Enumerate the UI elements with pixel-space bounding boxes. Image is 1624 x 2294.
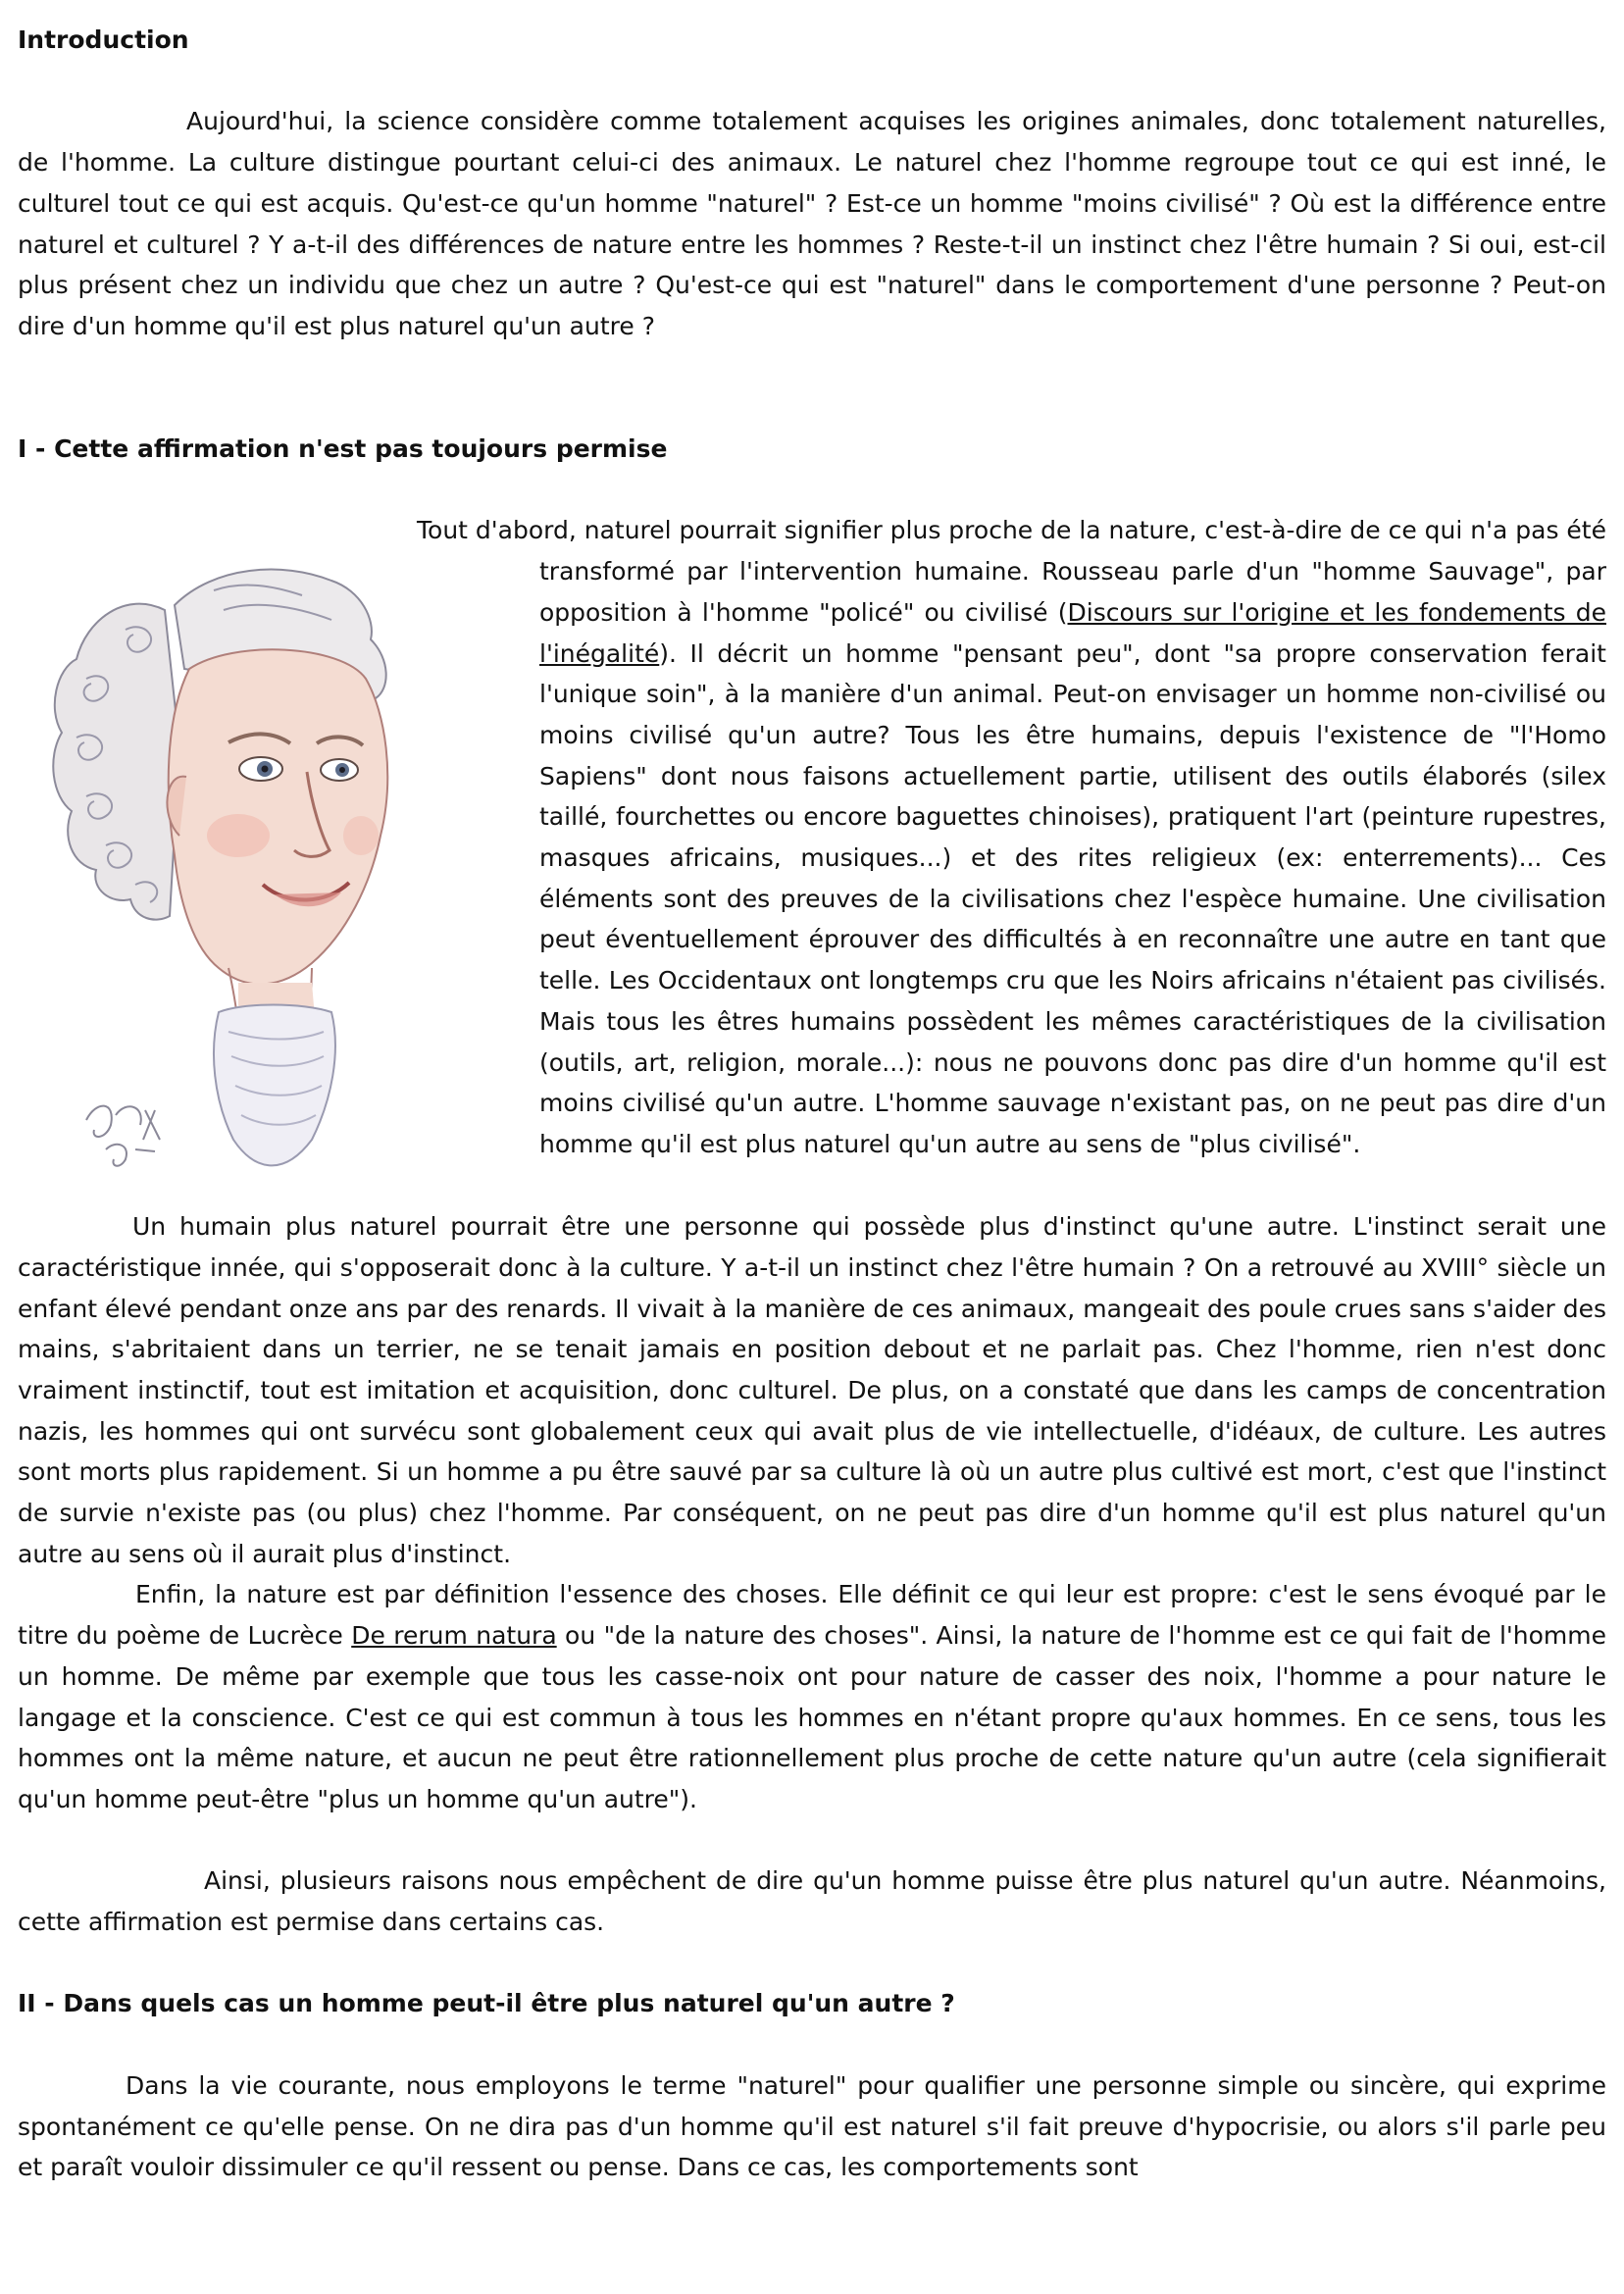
section1-p1-first-line: Tout d'abord, naturel pourrait signifier plus proche de la nature, c'est-à-dire de ce qui n'a pas été bbox=[417, 516, 1606, 545]
section1-p1-before-title: transformé par l'intervention humaine. Rousseau parle d'un "homme Sauvage", par opposition à l'homme "policé" ou civilisé ( bbox=[539, 557, 1606, 627]
rousseau-caricature-image bbox=[18, 551, 528, 1206]
section1-p1-book-title: Discours sur l'origine et les fondements de l'inégalité bbox=[539, 597, 1606, 668]
portrait-block bbox=[18, 510, 1606, 1206]
document-page bbox=[18, 20, 1606, 2188]
section1-conclusion: Ainsi, plusieurs raisons nous empêchent de dire qu'un homme puisse être plus naturel qu'un autre. Néanmoins, cette affirmation est permise dans certains cas. bbox=[18, 1866, 1606, 1937]
intro-heading: Introduction bbox=[18, 25, 189, 54]
section1-p1-body bbox=[539, 551, 1606, 1165]
section1-heading: I - Cette affirmation n'est pas toujours permise bbox=[18, 434, 668, 463]
caricature-drawing bbox=[18, 551, 528, 1206]
section1-p3-after-title: ou "de la nature des choses". Ainsi, la nature de l'homme est ce qui fait de l'homme un homme. De même par exemple que tous les casse-noix ont pour nature de casser des noix, l'homme a pour nature le langage et la conscience. C'est ce qui est commun à tous les hommes en n'étant propre qu'aux hommes. En ce sens, tous les hommes ont la même nature, et aucun ne peut être rationnellement plus proche de cette nature qu'un autre (cela signifierait qu'un homme peut-être "plus un homme qu'un autre"). bbox=[18, 1621, 1606, 1813]
section2-p1: Dans la vie courante, nous employons le terme "naturel" pour qualifier une personne simple ou sincère, qui exprime spontanément ce qu'elle pense. On ne dira pas d'un homme qu'il est naturel s'il fait preuve d'hypocrisie, ou alors s'il parle peu et paraît vouloir dissimuler ce qu'il ressent ou pense. Dans ce cas, les comportements sont bbox=[18, 2070, 1606, 2182]
intro-paragraph: Aujourd'hui, la science considère comme totalement acquises les origines animales, donc totalement naturelles, de l'homme. La culture distingue pourtant celui-ci des animaux. Le naturel chez l'homme regroupe tout ce qui est inné, le culturel tout ce qui est acquis. Qu'est-ce qu'un homme "naturel" ? Est-ce un homme "moins civilisé" ? Où est la différence entre naturel et culturel ? Y a-t-il des différences de nature entre les hommes ? Reste-t-il un instinct chez l'être humain ? Si oui, est-cil plus présent chez un individu que chez un autre ? Qu'est-ce qui est "naturel" dans le comportement d'une personne ? Peut-on dire d'un homme qu'il est plus naturel qu'un autre ? bbox=[18, 107, 1606, 340]
section1-p3-poem-title: De rerum natura bbox=[351, 1621, 557, 1651]
section2-heading: II - Dans quels cas un homme peut-il être plus naturel qu'un autre ? bbox=[18, 1989, 955, 2018]
section1-p1-after-title: ). Il décrit un homme "pensant peu", dont "sa propre conservation ferait l'unique soin", à la manière d'un animal. Peut-on envisager un homme non-civilisé ou moins civilisé qu'un autre? Tous les être humains, depuis l'existence de "l'Homo Sapiens" dont nous faisons actuellement partie, utilisent des outils élaborés (silex taillé, fourchettes ou encore baguettes chinoises), pratiquent l'art (peinture rupestres, masques africains, musiques...) et des rites religieux (ex: enterrements)... Ces éléments sont des preuves de la civilisations chez l'espèce humaine. Une civilisation peut éventuellement éprouver des difficultés à en reconnaître une autre en tant que telle. Les Occidentaux ont longtemps cru que les Noirs africains n'étaient pas civilisés. Mais tous les êtres humains possèdent les mêmes caractéristiques de la civilisation (outils, art, religion, morale...): nous ne pouvons donc pas dire d'un homme qu'il est moins civilisé qu'un autre. L'homme sauvage n'existant pas, on ne peut pas dire d'un homme qu'il est plus naturel qu'un autre au sens de "plus civilisé". bbox=[539, 638, 1606, 1158]
section1-p3-before-title: Enfin, la nature est par définition l'essence des choses. Elle définit ce qui leur est propre: c'est le sens évoqué par le titre du poème de Lucrèce bbox=[18, 1580, 1606, 1651]
section1-p2: Un humain plus naturel pourrait être une personne qui possède plus d'instinct qu'une autre. L'instinct serait une caractéristique innée, qui s'opposerait donc à la culture. Y a-t-il un instinct chez l'être humain ? On a retrouvé au XVIII° siècle un enfant élevé pendant onze ans par des renards. Il vivait à la manière de ces animaux, mangeait des poule crues sans s'aider des mains, s'abritaient dans un terrier, ne se tenait jamais en position debout et ne parlait pas. Chez l'homme, rien n'est donc vraiment instinctif, tout est imitation et acquisition, donc culturel. De plus, on a constaté que dans les camps de concentration nazis, les hommes qui ont survécu sont globalement ceux qui avait plus de vie intellectuelle, d'idéaux, de culture. Les autres sont morts plus rapidement. Si un homme a pu être sauvé par sa culture là où un autre plus cultivé est mort, c'est que l'instinct de survie n'existe pas (ou plus) chez l'homme. Par conséquent, on ne peut pas dire d'un homme qu'il est plus naturel qu'un autre au sens où il aurait plus d'instinct. bbox=[18, 1212, 1606, 1568]
section1-p3 bbox=[18, 1574, 1606, 1819]
